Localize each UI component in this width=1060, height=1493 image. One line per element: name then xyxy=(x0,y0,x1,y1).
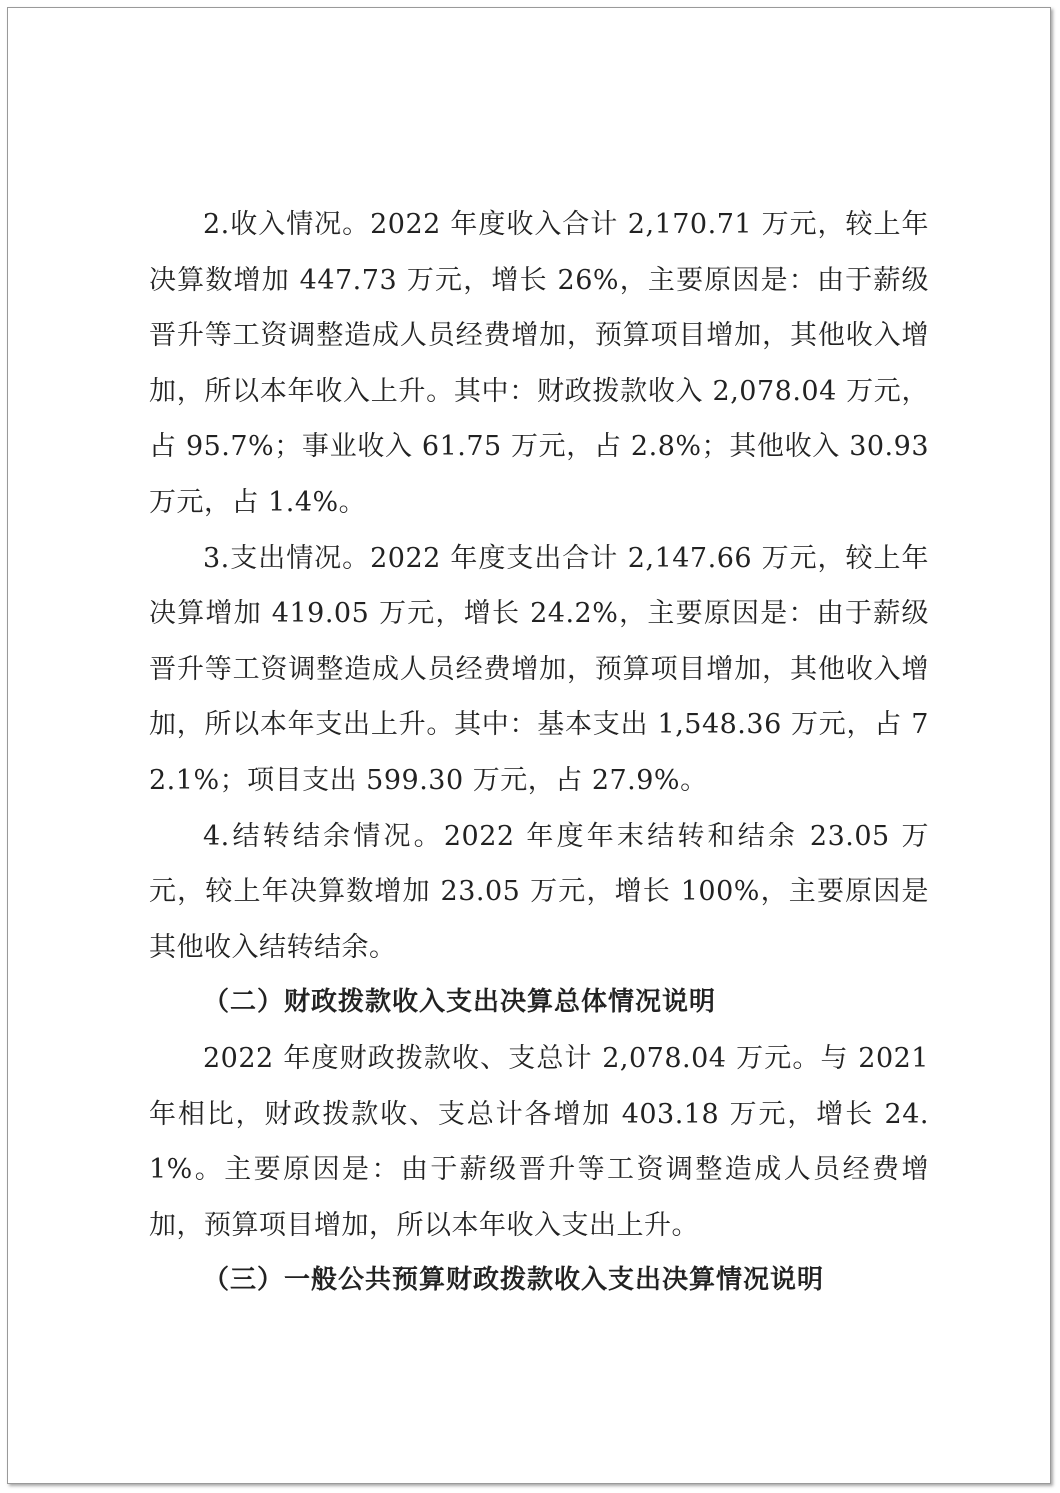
fiscal-total-paragraph: 2022 年度财政拨款收、支总计 2,078.04 万元。与 2021 年相比，财政拨款收、支总计各增加 403.18 万元，增长 24.1%。主要原因是：由于薪级晋升等工资调整造成人员经费增加，预算项目增加，所以本年收入支出上升。 xyxy=(149,1042,939,1241)
document-page xyxy=(7,7,1051,1484)
document-body xyxy=(149,197,939,1309)
income-paragraph: 2.收入情况。2022 年度收入合计 2,170.71 万元，较上年决算数增加 447.73 万元，增长 26%，主要原因是：由于薪级晋升等工资调整造成人员经费增加，预算项目增加，其他收入增加，所以本年收入上升。其中：财政拨款收入 2,078.04 万元，占 95.7%；事业收入 61.75 万元，占 2.8%；其他收入 30.93 万元，占 1.4%。 xyxy=(149,209,939,518)
section-heading-2: （二）财政拨款收入支出决算总体情况说明 xyxy=(203,987,717,1018)
carryover-paragraph: 4.结转结余情况。2022 年度年末结转和结余 23.05 万元，较上年决算数增加 23.05 万元，增长 100%，主要原因是其他收入结转结余。 xyxy=(149,820,929,963)
section-heading-3: （三）一般公共预算财政拨款收入支出决算情况说明 xyxy=(203,1265,825,1296)
expenditure-paragraph: 3.支出情况。2022 年度支出合计 2,147.66 万元，较上年决算增加 419.05 万元，增长 24.2%，主要原因是：由于薪级晋升等工资调整造成人员经费增加，预算项目增加，其他收入增加，所以本年支出上升。其中：基本支出 1,548.36 万元，占 72.1%；项目支出 599.30 万元，占 27.9%。 xyxy=(149,542,929,796)
